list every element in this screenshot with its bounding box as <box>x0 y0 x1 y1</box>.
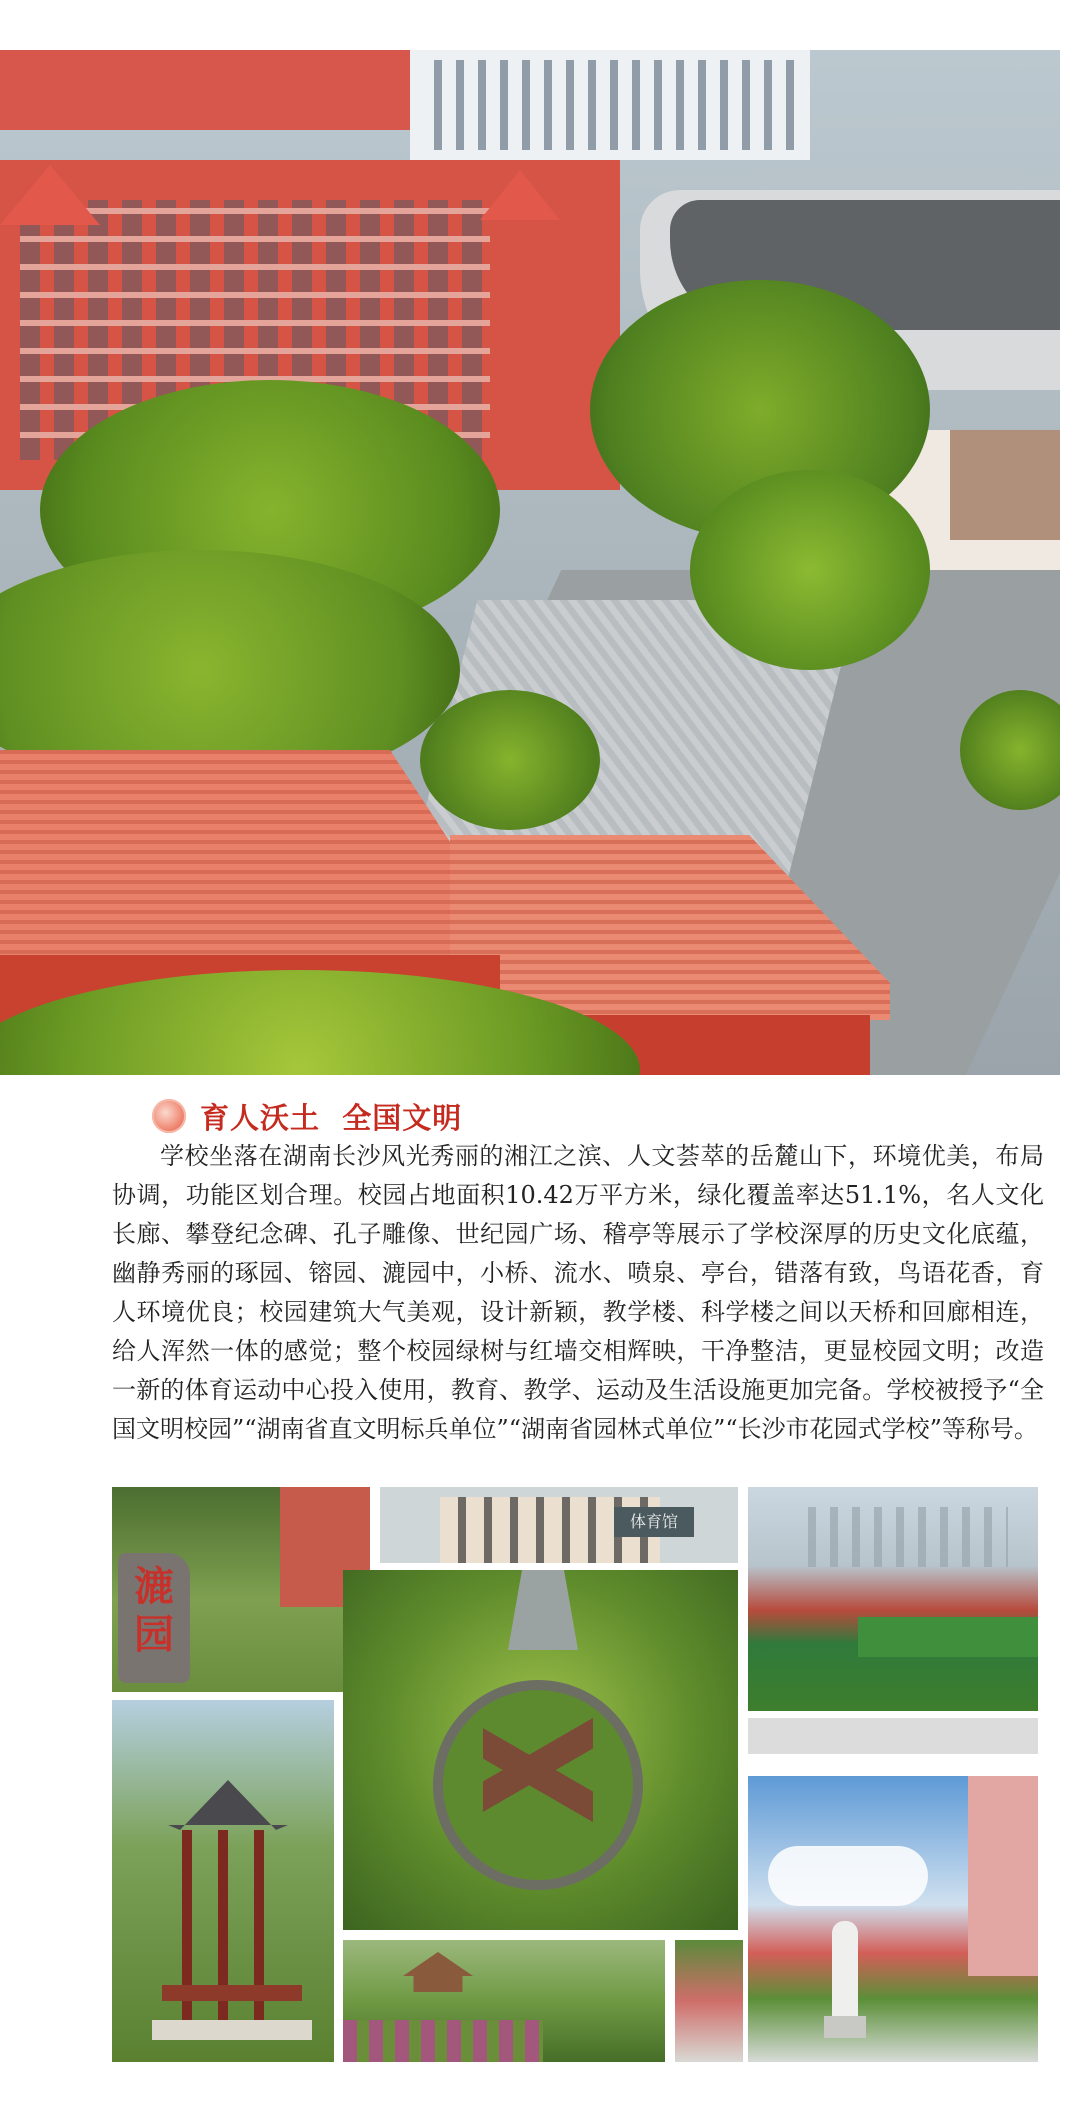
red-building-upper <box>0 50 420 130</box>
heading-text: 育人沃土 全国文明 <box>200 1100 463 1135</box>
circular-garden-aerial-photo <box>343 1570 738 1930</box>
white-statue <box>832 1921 858 2021</box>
stone-inscription: 漉园 <box>134 1563 174 1658</box>
hedge-pattern <box>483 1700 593 1840</box>
gymnasium-entrance-photo <box>380 1487 738 1563</box>
annex-terrace <box>950 430 1060 540</box>
sports-field-skyline-photo <box>748 1487 1038 1711</box>
roof-gable-right <box>480 170 560 220</box>
pavilion-photo <box>112 1700 334 2062</box>
tree-canopy <box>690 470 930 670</box>
section-heading <box>152 1096 462 1136</box>
white-building <box>410 50 810 160</box>
small-pavilion <box>403 1952 473 1992</box>
roof-gable-left <box>0 165 100 225</box>
flower-bed <box>343 2020 543 2062</box>
gray-divider-band <box>748 1718 1038 1754</box>
tree-canopy <box>420 690 600 830</box>
section-paragraph: 学校坐落在湖南长沙风光秀丽的湘江之滨、人文荟萃的岳麓山下，环境优美，布局协调，功能区划合理。校园占地面积10.42万平方米，绿化覆盖率达51.1%，名人文化长廊、攀登纪念碑、孔子雕像、世纪园广场、稽亭等展示了学校深厚的历史文化底蕴，幽静秀丽的琢园、镕园、漉园中，小桥、流水、喷泉、亭台，错落有致，鸟语花香，育人环境优良；校园建筑大气美观，设计新颖，教学楼、科学楼之间以天桥和回廊相连，给人浑然一体的感觉；整个校园绿树与红墙交相辉映，干净整洁，更显校园文明；改造一新的体育运动中心投入使用，教育、教学、运动及生活设施更加完备。学校被授予“全国文明校园”“湖南省直文明标兵单位”“湖南省园林式单位”“长沙市花园式学校”等称号。 <box>112 1142 1044 1443</box>
campus-square-photo <box>675 1940 743 2062</box>
pavilion-roof <box>168 1780 288 1830</box>
statue-square-photo <box>748 1776 1038 2062</box>
heading-bullet-icon <box>152 1099 186 1133</box>
campus-aerial-photo <box>0 50 1060 1075</box>
courtyard-garden-photo <box>343 1940 665 2062</box>
gym-sign: 体育馆 <box>614 1507 694 1537</box>
garden-stone-photo <box>112 1487 370 1692</box>
